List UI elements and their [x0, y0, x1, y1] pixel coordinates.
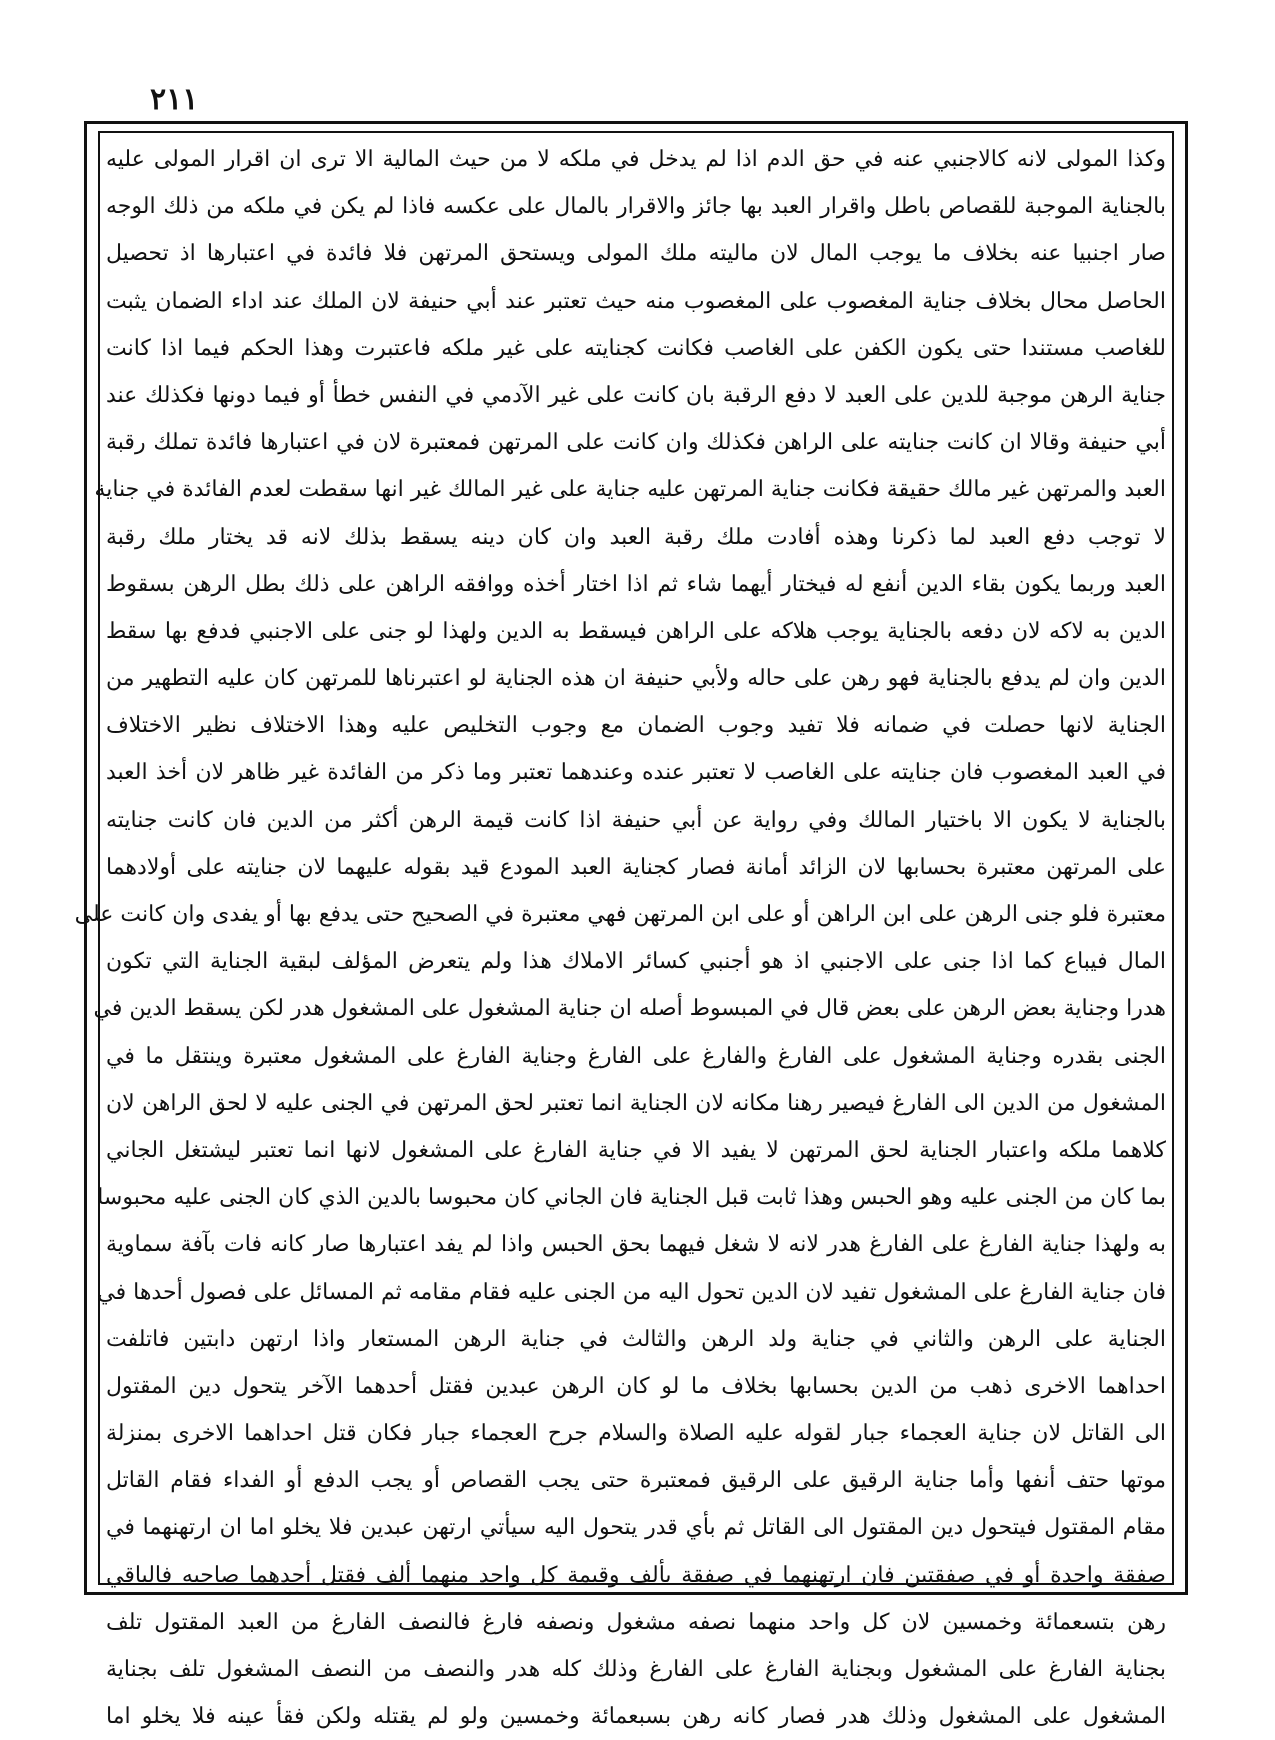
text-line: جناية الرهن موجبة للدين على العبد لا دفع الرقبة بان كانت على غير الآدمي في النفس خطأ أو فيما دونها فكذلك عند: [106, 382, 1166, 408]
main-text-block: [74, 136, 1166, 1730]
text-line: وكذا المولى لانه كالاجنبي عنه في حق الدم اذا لم يدخل في ملكه لا من حيث المالية الا ترى ان اقرار المولى عليه: [106, 147, 1166, 172]
text-line: الجناية لانها حصلت في ضمانه فلا تفيد وجوب الضمان مع وجوب التخليص عليه وهذا الاختلاف نظير الاختلاف: [106, 713, 1166, 739]
text-line: بجناية الفارغ على المشغول وبجناية الفارغ على الفارغ وذلك كله هدر والنصف من النصف المشغول تلف بجناية: [106, 1657, 1166, 1682]
text-line: موتها حتف أنفها وأما جناية الرقيق على الرقيق فمعتبرة حتى يجب القصاص أو يجب الدفع أو الفداء فقام القاتل: [106, 1468, 1166, 1494]
text-line: المشغول على المشغول وذلك هدر فصار كانه رهن بسبعمائة وخمسين ولو لم يقتله ولكن فقأ عينه فلا يخلو اما: [106, 1704, 1166, 1730]
text-line: للغاصب مستندا حتى يكون الكفن على الغاصب فكانت كجنايته على غير ملكه فاعتبرت وهذا الحكم فيما اذا كانت: [106, 335, 1166, 361]
text-line: على المرتهن معتبرة بحسابها لان الزائد أمانة فصار كجناية العبد المودع قيد بقوله عليهما لان جنايته على أولادهما: [106, 854, 1166, 880]
page-number: ٢١١: [150, 82, 199, 117]
text-line: الى القاتل لان جناية العجماء جبار لقوله عليه الصلاة والسلام جرح العجماء جبار فكان قتل احداهما الاخرى بمنزلة: [106, 1421, 1166, 1447]
text-line: الدين وان لم يدفع بالجناية فهو رهن على حاله ولأبي حنيفة ان هذه الجناية لو اعتبرناها للمرتهن كان عليه التطهير من: [106, 666, 1166, 692]
text-line: رهن بتسعمائة وخمسين لان كل واحد منهما نصفه مشغول ونصفه فارغ فالنصف الفارغ من العبد المقتول تلف: [106, 1609, 1166, 1635]
text-line: بالجناية الموجبة للقصاص باطل واقرار العبد بها جائز والاقرار بالمال على عكسه فاذا لم يكن في ملكه من ذلك الوجه: [106, 194, 1166, 220]
text-line: كلاهما ملكه واعتبار الجناية لحق المرتهن لا يفيد الا في جناية الفارغ على المشغول لانها انما تعتبر ليشتغل الجاني: [106, 1137, 1166, 1163]
text-line: صار اجنبيا عنه بخلاف ما يوجب المال لان ماليته ملك المولى ويستحق المرتهن فلا فائدة في اعتبارها اذ تحصيل: [106, 241, 1166, 267]
text-line: لا توجب دفع العبد لما ذكرنا وهذه أفادت ملك رقبة العبد وان كان دينه يسقط بذلك لانه قد يختار ملك رقبة: [106, 524, 1166, 550]
text-line: فان جناية الفارغ على المشغول تفيد لان الدين تحول اليه من الجنى عليه فقام مقامه ثم المسائل على فصول أحدها في: [97, 1279, 1166, 1305]
text-line: الدين به لاكه لان دفعه بالجناية يوجب هلاكه على الراهن فيسقط به الدين ولهذا لو جنى على الاجنبي فدفع بها سقط: [106, 618, 1166, 644]
text-line: أبي حنيفة وقالا ان كانت جنايته على الراهن فكذلك وان كانت على المرتهن فمعتبرة لان في اعتبارها فائدة تملك رقبة: [106, 430, 1166, 456]
text-line: هدرا وجناية بعض الرهن على بعض قال في المبسوط أصله ان جناية المشغول على المشغول هدر لكن يسقط الدين في: [93, 996, 1166, 1022]
text-line: مقام المقتول فيتحول دين المقتول الى القاتل ثم بأي قدر يتحول اليه سيأتي ارتهن عبدين فلا يخلو اما ان ارتهنهما في: [106, 1515, 1166, 1541]
text-line: صفقة واحدة أو في صفقتين فان ارتهنهما في صفقة بألف وقيمة كل واحد منهما ألف فقتل أحدهما صاحبه فالباقي: [106, 1562, 1166, 1588]
text-line: به ولهذا جناية الفارغ على الفارغ هدر لانه لا شغل فيهما بحق الحبس واذا لم يفد اعتبارها صار كانه فات بآفة سماوية: [106, 1232, 1166, 1258]
text-line: معتبرة فلو جنى الرهن على ابن الراهن أو على ابن المرتهن فهي معتبرة في الصحيح حتى يدفع بها أو يفدى وان كانت على: [74, 902, 1166, 927]
text-line: الجنى بقدره وجناية المشغول على الفارغ والفارغ على الفارغ وجناية الفارغ على المشغول معتبرة وينتقل ما في: [106, 1043, 1166, 1069]
text-line: احداهما الاخرى ذهب من الدين بحسابها بخلاف ما لو كان الرهن عبدين فقتل أحدهما الآخر يتحول دين المقتول: [106, 1373, 1166, 1399]
text-line: المشغول من الدين الى الفارغ فيصير رهنا مكانه لان الجناية انما تعتبر لحق المرتهن في الجنى عليه لا لحق الراهن لان: [106, 1090, 1166, 1116]
text-line: العبد وربما يكون بقاء الدين أنفع له فيختار أيهما شاء ثم اذا اختار أخذه ووافقه الراهن على ذلك بطل الرهن بسقوط: [106, 571, 1166, 597]
text-line: بما كان من الجنى عليه وهو الحبس وهذا ثابت قبل الجناية فان الجاني كان محبوسا بالدين الذي كان الجنى عليه محبوسا: [97, 1185, 1166, 1211]
text-line: العبد والمرتهن غير مالك حقيقة فكانت جناية المرتهن عليه جناية على غير المالك غير انها سقطت لعدم الفائدة في جناية: [94, 477, 1166, 503]
text-line: الحاصل محال بخلاف جناية المغصوب على المغصوب منه حيث تعتبر عند أبي حنيفة لان الملك عند اداء الضمان يثبت: [106, 288, 1166, 314]
text-line: بالجناية لا يكون الا باختيار المالك وفي رواية عن أبي حنيفة اذا كانت قيمة الرهن أكثر من الدين فان كانت جنايته: [106, 807, 1166, 833]
text-line: الجناية على الرهن والثاني في جناية ولد الرهن والثالث في جناية الرهن المستعار واذا ارتهن دابتين فاتلفت: [106, 1326, 1166, 1352]
text-line: المال فيباع كما اذا جنى على الاجنبي اذ هو أجنبي كسائر الاملاك هذا ولم يتعرض المؤلف لبقية الجناية التي تكون: [106, 949, 1166, 975]
text-line: في العبد المغصوب فان جنايته على الغاصب لا تعتبر عنده وعندهما تعتبر وما ذكر من الفائدة غير ظاهر لان أخذ العبد: [106, 760, 1166, 786]
